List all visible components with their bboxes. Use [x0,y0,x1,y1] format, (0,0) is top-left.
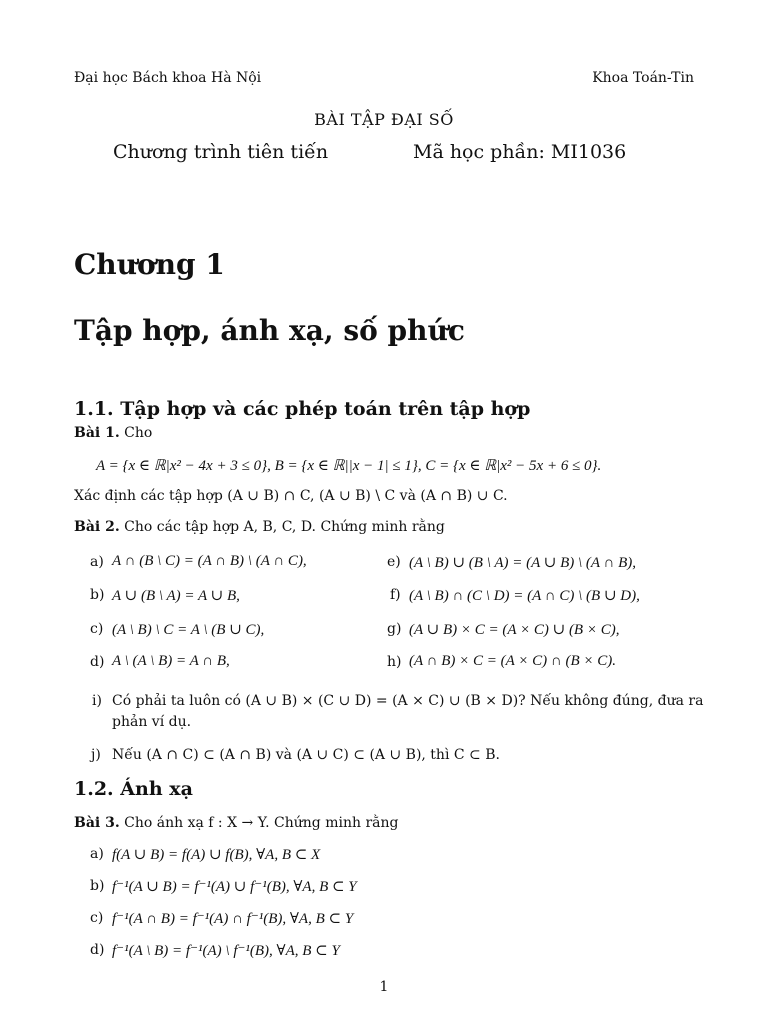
exercise-3 [74,815,398,831]
map-property-item: f⁻¹(A \ B) = f⁻¹(A) \ f⁻¹(B), ∀A, B ⊂ Y [112,943,340,959]
question-i-line2: phản ví dụ. [112,714,192,730]
item-key: d) [90,654,105,670]
item-key: b) [90,587,105,603]
header-university: Đại học Bách khoa Hà Nội [74,70,262,86]
header-faculty: Khoa Toán-Tin [592,70,694,86]
exercise-intro: Cho ánh xạ f : X → Y. Chứng minh rằng [124,815,399,831]
program-name: Chương trình tiên tiến [113,141,329,163]
exercise-label: Bài 1. [74,425,120,441]
item-key: i) [92,693,102,709]
section-heading-maps: 1.2. Ánh xạ [74,778,193,800]
item-key: a) [90,846,104,862]
map-property-item: f⁻¹(A ∪ B) = f⁻¹(A) ∪ f⁻¹(B), ∀A, B ⊂ Y [112,879,357,895]
item-key: a) [90,554,104,570]
identity-item: (A \ B) \ C = A \ (B ∪ C), [112,622,265,638]
item-key: e) [387,554,401,570]
page-number: 1 [379,979,389,995]
question-i-line1: Có phải ta luôn có (A ∪ B) × (C ∪ D) = (A × C) ∪ (B × D)? Nếu không đúng, đưa ra [112,693,704,709]
item-key: c) [90,910,104,926]
identity-item: (A ∪ B) × C = (A × C) ∪ (B × C), [409,622,620,638]
exercise-intro: Cho các tập hợp A, B, C, D. Chứng minh rằng [124,519,445,535]
exercise-intro: Cho [124,425,153,441]
item-key: h) [387,654,402,670]
item-key: c) [90,621,104,637]
item-key: d) [90,942,105,958]
question-j: Nếu (A ∩ C) ⊂ (A ∩ B) và (A ∪ C) ⊂ (A ∪ B), thì C ⊂ B. [112,747,500,763]
identity-item: A \ (A \ B) = A ∩ B, [112,653,230,669]
course-code: Mã học phần: MI1036 [413,141,627,163]
identity-item: (A ∩ B) × C = (A × C) ∩ (B × C). [409,653,616,669]
item-key: g) [387,621,402,637]
item-key: b) [90,878,105,894]
document-title: BÀI TẬP ĐẠI SỐ [314,110,454,129]
identity-item: A ∪ (B \ A) = A ∪ B, [112,588,240,604]
identity-item: A ∩ (B \ C) = (A ∩ B) \ (A ∩ C), [112,553,307,569]
exercise-label: Bài 2. [74,519,120,535]
chapter-title: Tập hợp, ánh xạ, số phức [74,314,465,347]
chapter-label: Chương 1 [74,248,225,281]
map-property-item: f(A ∪ B) = f(A) ∪ f(B), ∀A, B ⊂ X [112,847,321,863]
exercise-2 [74,519,445,535]
identity-item: (A \ B) ∩ (C \ D) = (A ∩ C) \ (B ∪ D), [409,588,640,604]
exercise-1-task: Xác định các tập hợp (A ∪ B) ∩ C, (A ∪ B) \ C và (A ∩ B) ∪ C. [74,488,508,504]
section-heading-sets: 1.1. Tập hợp và các phép toán trên tập hợp [74,398,531,420]
map-property-item: f⁻¹(A ∩ B) = f⁻¹(A) ∩ f⁻¹(B), ∀A, B ⊂ Y [112,911,354,927]
sets-definition-formula: A = {x ∈ ℝ|x² − 4x + 3 ≤ 0}, B = {x ∈ ℝ||x − 1| ≤ 1}, C = {x ∈ ℝ|x² − 5x + 6 ≤ 0}. [96,458,602,474]
item-key: f) [390,587,401,603]
exercise-label: Bài 3. [74,815,120,831]
identity-item: (A \ B) ∪ (B \ A) = (A ∪ B) \ (A ∩ B), [409,555,637,571]
exercise-1 [74,425,152,441]
item-key: j) [91,747,101,763]
